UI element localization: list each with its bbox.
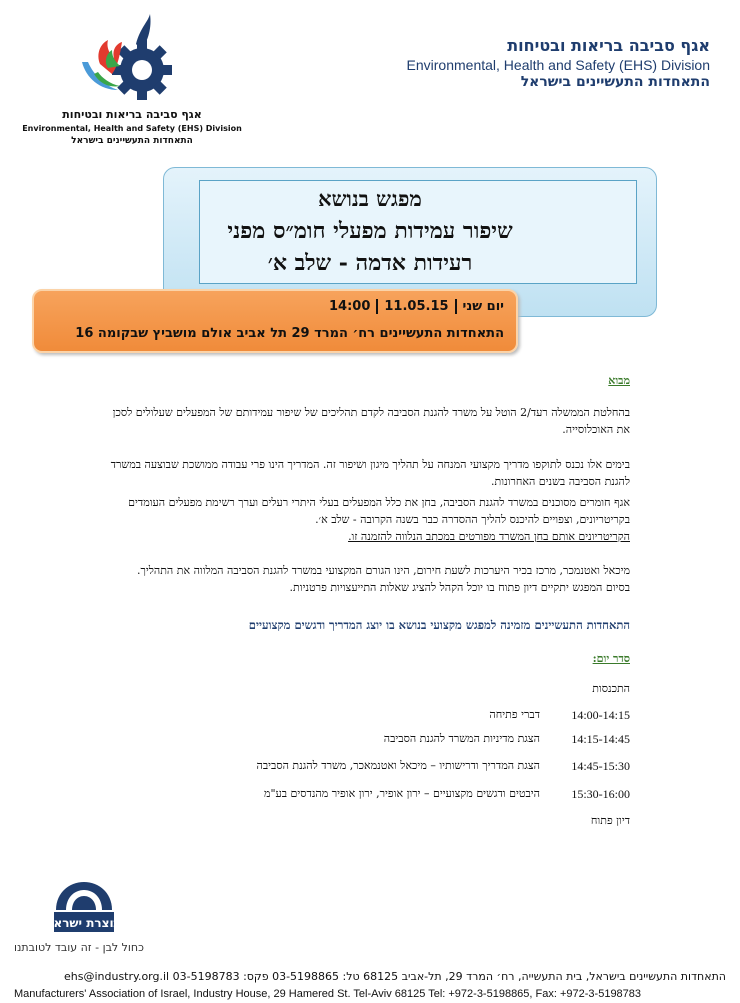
agenda-row <box>110 759 630 775</box>
made-in-israel-logo-text: תוצרת ישראל <box>46 916 122 930</box>
agenda-description: הצגת מדיניות המשרד להגנת הסביבה <box>383 732 540 745</box>
intro-paragraph-4: מיכאל ואטנמכר, מרכז בכיר היערכות לשעת חירום, הינו הגורם המקצועי במשרד להגנת הסביבה המלווה את התהליך. בסיום המפגש יתקיים דיון פתוח בו יוכל הקהל להציג שאלות התייעצויות פרטניות. <box>136 564 630 594</box>
event-datetime <box>329 299 504 314</box>
agenda-label: סדר יום: <box>592 652 630 665</box>
logo-english-title: Environmental, Health and Safety (EHS) Division <box>22 124 242 133</box>
separator <box>455 299 457 314</box>
agenda-time: 15:30-16:00 <box>571 787 630 801</box>
agenda-description: הצגת המדריך ודרישותיו – מיכאל ואטנמאכר, משרד להגנת הסביבה <box>256 759 540 772</box>
ehs-gear-flame-icon <box>78 14 182 106</box>
footer-slogan: כחול לבן - זה עובד לטובתנו <box>14 941 144 954</box>
intro-criteria-note: הקריטריונים אותם בחן המשרד מפורטים במכתב הנלווה להזמנה זו. <box>348 530 630 543</box>
separator <box>376 299 378 314</box>
invitation-text: התאחדות התעשיינים מזמינה למפגש מקצועי בנושא בו יוצג המדריך ודגשים מקצועיים <box>248 618 630 632</box>
footer-english-contact: Manufacturers' Association of Israel, Industry House, 29 Hamered St. Tel-Aviv 68125 Tel: +972-3-5198865, Fax: +972-3-5198783 <box>14 988 642 1000</box>
logo-hebrew-title: אגף סביבה בריאות ובטיחות <box>62 108 202 121</box>
ehs-logo <box>14 14 250 154</box>
agenda-description: דברי פתיחה <box>489 708 540 721</box>
intro-paragraph-1: בהחלטת הממשלה רעד/2 הוטל על משרד להגנת הסביבה לקדם תהליכים של שיפור עמידותם של המפעלים שעלולים לסכן את האוכלוסייה. <box>112 406 630 436</box>
page-header <box>310 36 710 90</box>
agenda-time: 14:15-14:45 <box>571 732 630 746</box>
agenda-row <box>110 732 630 748</box>
agenda-time: 14:00-14:15 <box>571 708 630 722</box>
made-in-israel-icon <box>46 880 122 934</box>
intro-paragraph-2: בימים אלו נכנס לתוקפו מדריך מקצועי המנחה על תהליך מיגון ושיפור זה. המדריך הינו פרי עבודה ממושכת שבוצעה במשרד להגנת הסביבה בשנים האחרונות. <box>110 458 630 488</box>
logo-org-name: התאחדות התעשיינים בישראל <box>71 136 193 146</box>
event-location: התאחדות התעשיינים רח׳ המרד 29 תל אביב אולם מושביץ שבקומה 16 <box>75 326 504 341</box>
agenda-row <box>110 787 630 803</box>
event-details-box <box>32 289 518 353</box>
intro-paragraph-3: אגף חומרים מסוכנים במשרד להגנת הסביבה, בחן את כלל המפעלים בעלי היתרי רעלים וערך רשימת מפעלים העומדים בקריטריונים, וצפויים להיכנס להליך ההסדרה כבר בשנה הקרובה - שלב א׳. <box>128 496 630 526</box>
title-line-1: מפגש בנושא <box>318 186 422 211</box>
header-english-division: Environmental, Health and Safety (EHS) Division <box>406 57 710 73</box>
title-line-3: רעידות אדמה - שלב א׳ <box>267 250 473 276</box>
header-org-name: התאחדות התעשיינים בישראל <box>520 74 710 90</box>
agenda-description: היבטים ודגשים מקצועיים – ירון אופיר, ירון אופיר מהנדסים בע"מ <box>263 787 540 800</box>
intro-label: מבוא <box>608 374 630 387</box>
event-day: יום שני <box>462 299 504 314</box>
event-time: 14:00 <box>329 299 371 314</box>
header-hebrew-division: אגף סביבה בריאות ובטיחות <box>507 36 710 55</box>
agenda-time: 14:45-15:30 <box>571 759 630 773</box>
agenda-row <box>110 708 630 724</box>
title-line-2: שיפור עמידות מפעלי חומ״ס מפני <box>227 218 513 244</box>
footer-hebrew-contact: התאחדות התעשיינים בישראל, בית התעשייה, רח׳ המרד 29, תל-אביב 68125 טל: 03-5198865 פקס: 03-5198783 ehs@industry.org.il <box>64 970 726 983</box>
made-in-israel-logo <box>46 880 122 934</box>
event-date: 11.05.15 <box>384 299 449 314</box>
agenda-gathering: התכנסות <box>592 682 630 695</box>
agenda-closing: דיון פתוח <box>590 814 630 827</box>
